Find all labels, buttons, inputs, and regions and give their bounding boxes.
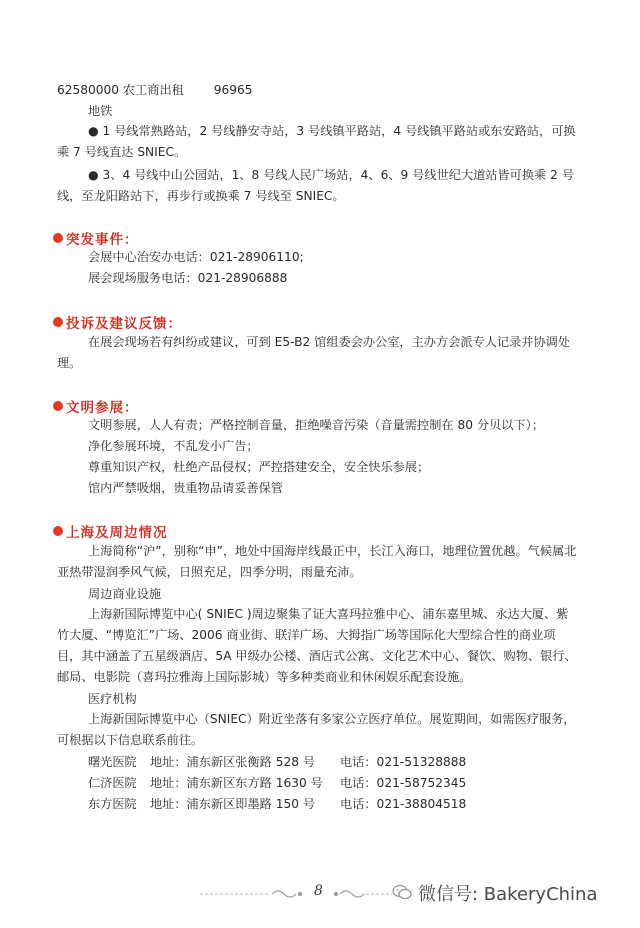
complaint-heading: 投诉及建议反馈：	[53, 313, 182, 331]
taxi-company: 62580000 农工商出租	[57, 83, 184, 97]
bullet-icon	[53, 401, 63, 411]
hospital-address: 地址：浦东新区张衡路 528 号	[150, 755, 316, 769]
page-number: 8	[314, 883, 323, 899]
taxi-line	[57, 82, 253, 98]
wechat-icon	[392, 884, 412, 900]
shanghai-intro: 上海简称“沪”，别称“申”，地处中国海岸线最正中，长江入海口，地理位置优越。气候属北亚热带湿润季风气候，日照充足，四季分明，雨量充沛。	[57, 544, 577, 579]
hospital-name: 曙光医院	[88, 755, 137, 769]
medical-label: 医疗机构	[88, 692, 137, 706]
medical-text: 上海新国际博览中心（SNIEC）附近坐落有多家公立医疗单位。展览期间，如需医疗服务，可根据以下信息联系前往。	[57, 712, 576, 747]
hospital-row	[88, 754, 466, 770]
subway-route-2: ● 3、4 号线中山公园站，1、8 号线人民广场站，4、6、9 号线世纪大道站皆可换乘 2 号线，至龙阳路站下，再步行或换乘 7 号线至 SNIEC。	[57, 168, 574, 203]
subway-route-1: ● 1 号线常熟路站，2 号线静安寺站，3 号线镇平路站，4 号线镇平路站或东安路站，可换乘 7 号线直达 SNIEC。	[57, 124, 576, 159]
hospital-row	[88, 775, 466, 791]
hospital-name: 东方医院	[88, 797, 137, 811]
footer-ornament-right	[332, 888, 392, 900]
bullet-icon	[53, 317, 63, 327]
hospital-phone: 电话：021-58752345	[340, 776, 467, 790]
bullet-icon	[53, 233, 63, 243]
hospital-phone: 电话：021-38804518	[340, 797, 467, 811]
hospital-address: 地址：浦东新区即墨路 150 号	[150, 797, 316, 811]
hospital-name: 仁济医院	[88, 776, 137, 790]
hospital-address: 地址：浦东新区东方路 1630 号	[150, 776, 323, 790]
security-phone: 会展中心治安办电话：021-28906110;	[88, 250, 304, 264]
bullet-icon	[53, 526, 63, 536]
wechat-id: 微信号: BakeryChina	[418, 884, 598, 905]
civility-item: 尊重知识产权，杜绝产品侵权；严控搭建安全，安全快乐参展；	[88, 460, 430, 474]
commerce-text: 上海新国际博览中心( SNIEC )周边聚集了证大喜玛拉雅中心、浦东嘉里城、永达大厦、紫竹大厦、“博览汇”广场、2006 商业街、联洋广场、大拇指广场等国际化大型综合性的商业项目，其中涵盖了五星级酒店、5A 甲级办公楼、酒店式公寓、文化艺术中心、餐饮、购物、银行、邮局、电影院（喜玛拉雅海上国际影城）等多种类商业和休闲娱乐配套设施。	[57, 607, 577, 684]
civility-item: 馆内严禁吸烟，贵重物品请妥善保管	[88, 481, 283, 495]
subway-label: 地铁	[88, 104, 113, 118]
shanghai-heading: 上海及周边情况	[53, 522, 168, 540]
complaint-text: 在展会现场若有纠纷或建议，可到 E5-B2 馆组委会办公室，主办方会派专人记录并协调处理。	[57, 335, 571, 370]
commerce-label: 周边商业设施	[88, 587, 162, 601]
civility-item: 文明参展，人人有责；严格控制音量，拒绝噪音污染（音量需控制在 80 分贝以下）；	[88, 418, 544, 432]
emergency-heading: 突发事件：	[53, 229, 139, 247]
service-phone: 展会现场服务电话：021-28906888	[88, 271, 288, 285]
hospital-phone: 电话：021-51328888	[340, 755, 467, 769]
taxi-number: 96965	[213, 83, 253, 97]
civility-heading: 文明参展：	[53, 397, 139, 415]
hospital-row	[88, 796, 466, 812]
civility-item: 净化参展环境，不乱发小广告；	[88, 439, 259, 453]
footer-ornament-left	[200, 888, 305, 900]
